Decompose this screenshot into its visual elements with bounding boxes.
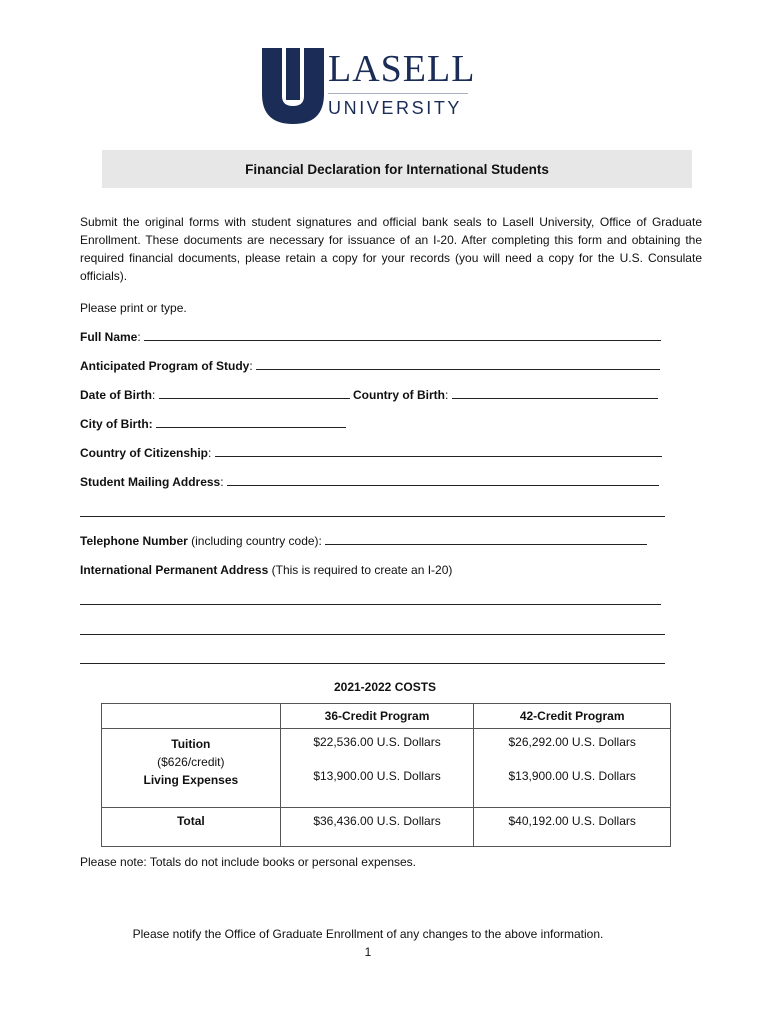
intl-address-row: [80, 562, 452, 578]
program-label: Anticipated Program of Study: [80, 359, 250, 373]
citizenship-field[interactable]: [215, 445, 662, 457]
logo-word-university: UNIVERSITY: [328, 98, 463, 118]
totals-footnote: Please note: Totals do not include books or personal expenses.: [80, 855, 416, 869]
citizenship-label: Country of Citizenship: [80, 446, 208, 460]
city-of-birth-row: [80, 416, 346, 432]
tuition-rate: ($626/credit): [157, 755, 225, 769]
costs-header-blank: [102, 704, 281, 729]
costs-expenses-labels: [102, 729, 281, 808]
telephone-field[interactable]: [325, 533, 647, 545]
tuition-42-value: $26,292.00 U.S. Dollars: [474, 729, 671, 770]
telephone-note: (including country code):: [191, 534, 322, 548]
intl-address-line-2[interactable]: [80, 634, 665, 635]
intl-address-label: International Permanent Address: [80, 563, 269, 577]
city-of-birth-label: City of Birth:: [80, 417, 153, 431]
lasell-u-mark-icon: [262, 46, 324, 124]
page-number: 1: [364, 945, 372, 959]
print-instruction: Please print or type.: [80, 301, 187, 315]
city-of-birth-field[interactable]: [156, 416, 346, 428]
program-field[interactable]: [256, 358, 660, 370]
form-title: Financial Declaration for International Students: [245, 161, 549, 177]
living-expenses-label: Living Expenses: [143, 773, 239, 787]
total-label: Total: [102, 808, 281, 847]
dob-label: Date of Birth: [80, 388, 152, 402]
tuition-label: Tuition: [171, 737, 211, 751]
notify-statement: Please notify the Office of Graduate Enrollment of any changes to the above information.: [132, 927, 604, 941]
costs-total-row: [102, 808, 671, 847]
costs-header-36-credit: 36-Credit Program: [280, 704, 474, 729]
full-name-row: Full Name:: [80, 329, 661, 345]
mailing-address-row: Student Mailing Address:: [80, 474, 659, 490]
country-of-birth-label: Country of Birth: [353, 388, 446, 402]
birth-row: Date of Birth: Country of Birth:: [80, 387, 658, 403]
university-logo: [262, 46, 476, 126]
costs-header-row: [102, 704, 671, 729]
mailing-address-line-2[interactable]: [80, 516, 665, 517]
intl-address-line-1[interactable]: [80, 604, 661, 605]
telephone-label: Telephone Number: [80, 534, 188, 548]
logo-word-lasell: LASELL: [328, 48, 476, 90]
dob-field[interactable]: [159, 387, 350, 399]
living-36-value: $13,900.00 U.S. Dollars: [280, 769, 474, 807]
mailing-address-label: Student Mailing Address: [80, 475, 221, 489]
full-name-label: Full Name: [80, 330, 138, 344]
country-of-birth-field[interactable]: [452, 387, 658, 399]
living-42-value: $13,900.00 U.S. Dollars: [474, 769, 671, 807]
total-42-value: $40,192.00 U.S. Dollars: [474, 808, 671, 847]
intl-address-line-3[interactable]: [80, 663, 665, 664]
costs-title: 2021-2022 COSTS: [333, 680, 437, 694]
costs-expenses-row: [102, 729, 671, 770]
form-title-banner: [102, 150, 692, 188]
tuition-36-value: $22,536.00 U.S. Dollars: [280, 729, 474, 770]
intl-address-note: (This is required to create an I-20): [271, 563, 453, 577]
costs-header-42-credit: 42-Credit Program: [474, 704, 671, 729]
intro-paragraph: Submit the original forms with student signatures and official bank seals to Lasell University, Office of Graduate Enrollment. These documents are necessary for issuance of an I-20. After completing this form and obtaining the required financial documents, please retain a copy for your records (you will need a copy for the U.S. Consulate officials).: [80, 215, 702, 283]
mailing-address-field[interactable]: [227, 474, 659, 486]
citizenship-row: Country of Citizenship:: [80, 445, 662, 461]
program-row: Anticipated Program of Study:: [80, 358, 660, 374]
full-name-field[interactable]: [144, 329, 661, 341]
logo-divider: [328, 93, 468, 94]
telephone-row: [80, 533, 647, 549]
total-36-value: $36,436.00 U.S. Dollars: [280, 808, 474, 847]
costs-table: [101, 703, 671, 847]
